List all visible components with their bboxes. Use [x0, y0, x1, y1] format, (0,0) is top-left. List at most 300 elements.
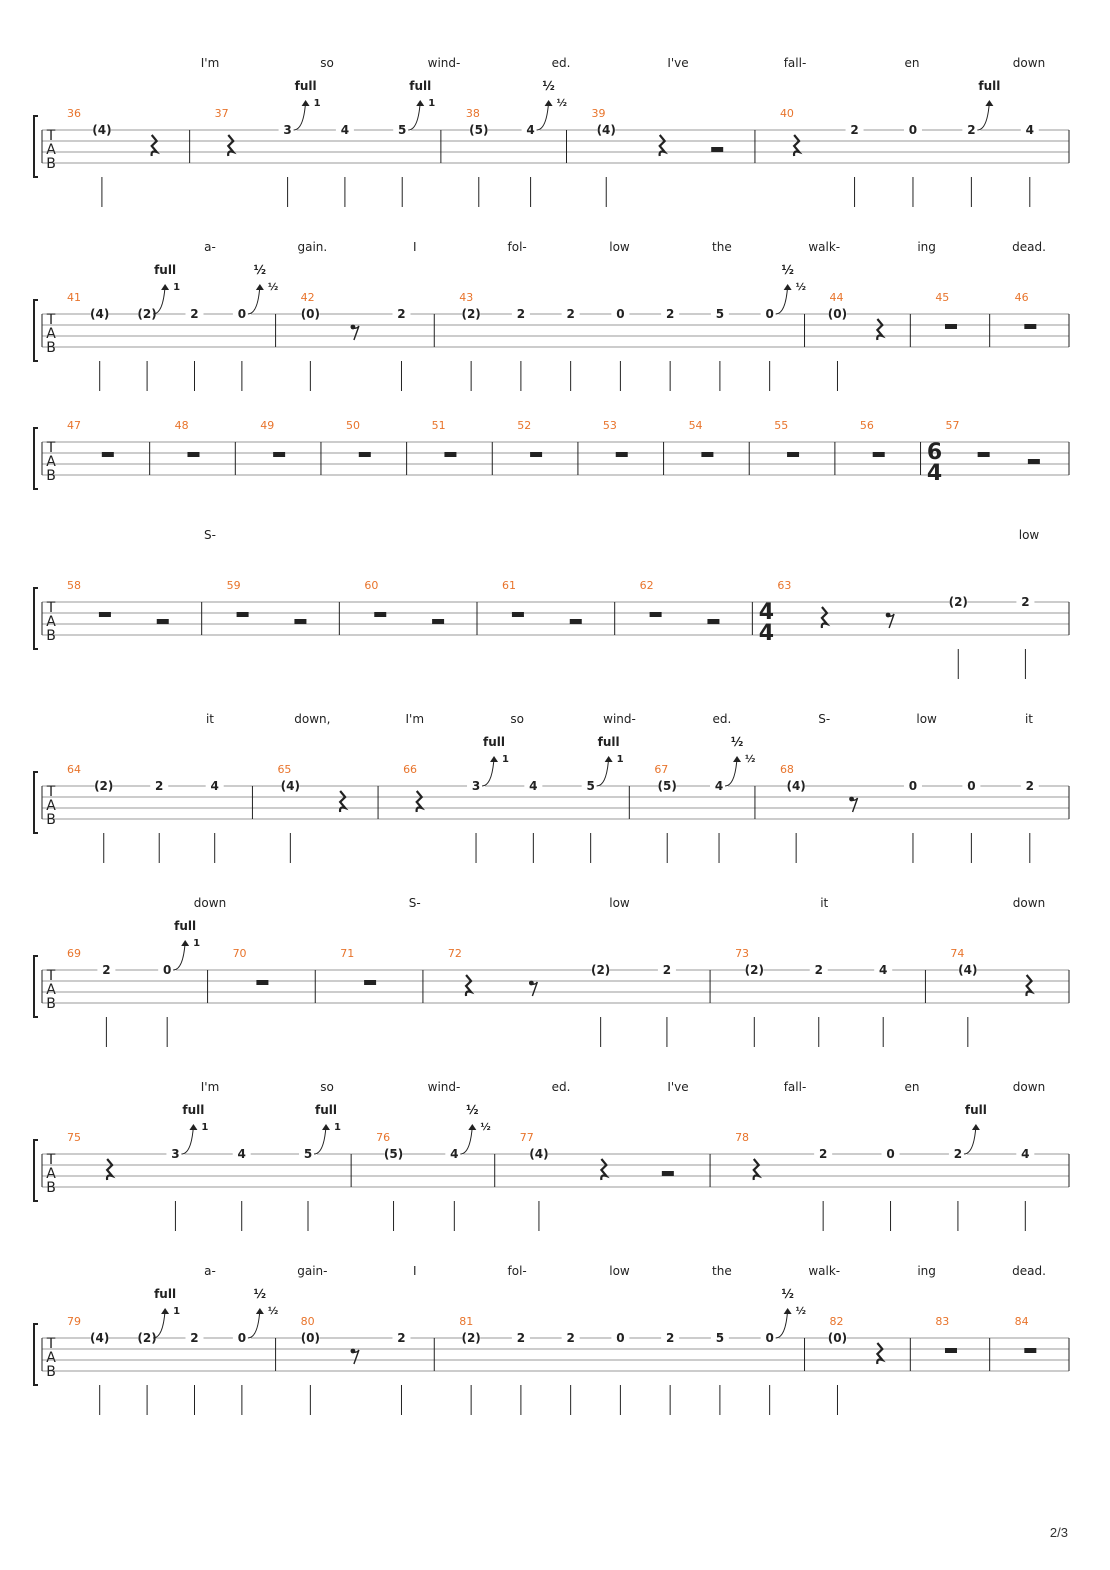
- measure-number: 59: [226, 579, 241, 592]
- whole-rest: [945, 1348, 957, 1353]
- measure-number: 64: [67, 763, 81, 776]
- half-rest: [157, 619, 169, 624]
- fret-number: 2: [850, 123, 859, 137]
- measure-number: 36: [67, 107, 81, 120]
- measure-number: 78: [735, 1131, 750, 1144]
- lyric-syllable: fall-: [783, 1080, 807, 1094]
- lyric-syllable: gain.: [297, 240, 328, 254]
- lyric-syllable: I'm: [200, 1080, 220, 1094]
- lyric-syllable: I'm: [200, 56, 220, 70]
- fret-number: 4: [237, 1147, 246, 1161]
- measure-number: 41: [67, 291, 81, 304]
- lyric-syllable: I've: [667, 56, 689, 70]
- fret-number: (2): [461, 307, 481, 321]
- fret-number: 4: [210, 779, 219, 793]
- tab-clef-letter: B: [46, 468, 56, 484]
- tab-clef-letter: T: [46, 440, 56, 456]
- tab-clef-letter: A: [46, 1350, 56, 1366]
- fret-number: 2: [397, 1331, 406, 1345]
- measure-number: 68: [779, 763, 794, 776]
- fret-number: 2: [818, 1147, 828, 1161]
- quarter-rest: [228, 135, 233, 156]
- lyric-syllable: ed.: [551, 56, 571, 70]
- fret-number: 0: [908, 779, 918, 793]
- lyric-syllable: low: [609, 896, 630, 910]
- bend-arrowhead: [161, 284, 169, 290]
- release-amount: 1: [428, 98, 436, 109]
- fret-number: (2): [94, 779, 114, 793]
- fret-number: 0: [967, 779, 976, 793]
- fret-number: 2: [516, 1331, 526, 1345]
- bend-amount: full: [294, 79, 317, 93]
- whole-rest: [873, 452, 885, 457]
- measure-number: 61: [502, 579, 517, 592]
- half-rest: [1028, 459, 1040, 464]
- quarter-rest: [877, 1343, 882, 1364]
- quarter-rest: [660, 135, 665, 156]
- measure-number: 81: [459, 1315, 474, 1328]
- tab-clef-letter: T: [46, 1152, 56, 1168]
- fret-number: (4): [596, 123, 616, 137]
- lyric-syllable: the: [712, 1264, 732, 1278]
- quarter-rest: [466, 975, 471, 996]
- measure-number: 62: [639, 579, 654, 592]
- fret-number: 3: [283, 123, 292, 137]
- measure-number: 66: [403, 763, 418, 776]
- quarter-rest: [417, 791, 422, 812]
- release-amount: 1: [193, 938, 201, 949]
- system-bracket: [34, 588, 38, 649]
- whole-rest: [1024, 1348, 1036, 1353]
- fret-number: 5: [715, 1331, 725, 1345]
- lyric-syllable: walk-: [808, 240, 841, 254]
- measure-number: 47: [67, 419, 81, 432]
- lyric-syllable: ing: [917, 1264, 936, 1278]
- fret-number: 0: [765, 1331, 774, 1345]
- fret-number: 5: [303, 1147, 313, 1161]
- tab-clef-letter: T: [46, 312, 56, 328]
- measure-number: 71: [340, 947, 355, 960]
- release-amount: ½: [267, 282, 279, 293]
- eighth-rest-stem: [531, 982, 537, 996]
- fret-number: 2: [1025, 779, 1034, 793]
- whole-rest: [256, 980, 268, 985]
- fret-number: 2: [516, 307, 526, 321]
- measure-number: 43: [459, 291, 474, 304]
- lyric-syllable: down: [193, 896, 227, 910]
- half-rest: [294, 619, 306, 624]
- bend-amount: full: [483, 735, 506, 749]
- lyric-syllable: the: [712, 240, 732, 254]
- tab-clef-letter: B: [46, 156, 56, 172]
- fret-number: 0: [616, 1331, 625, 1345]
- lyric-syllable: walk-: [808, 1264, 841, 1278]
- whole-rest: [99, 612, 111, 617]
- bend-amount: ½: [253, 1287, 267, 1301]
- bend-arrowhead: [161, 1308, 169, 1314]
- fret-number: 2: [1021, 595, 1030, 609]
- measure-number: 49: [260, 419, 275, 432]
- lyric-syllable: en: [904, 56, 920, 70]
- quarter-rest: [1026, 975, 1031, 996]
- measure-number: 65: [277, 763, 292, 776]
- fret-number: (4): [958, 963, 978, 977]
- tab-clef-letter: B: [46, 1364, 56, 1380]
- bend-amount: ½: [542, 79, 555, 93]
- quarter-rest: [340, 791, 345, 812]
- half-rest: [432, 619, 444, 624]
- fret-number: (2): [137, 1331, 157, 1345]
- measure-number: 58: [67, 579, 81, 592]
- fret-number: 5: [586, 779, 595, 793]
- tab-clef-letter: T: [46, 784, 56, 800]
- measure-number: 46: [1014, 291, 1029, 304]
- fret-number: 3: [471, 779, 481, 793]
- bend-amount: ½: [781, 1287, 794, 1301]
- bend-arrowhead: [784, 1308, 792, 1314]
- lyric-syllable: I: [412, 1264, 417, 1278]
- bend-arrowhead: [733, 756, 741, 762]
- measure-number: 60: [364, 579, 379, 592]
- lyric-syllable: it: [820, 896, 829, 910]
- tab-clef-letter: T: [46, 1336, 56, 1352]
- whole-rest: [187, 452, 199, 457]
- quarter-rest: [794, 135, 799, 156]
- whole-rest: [945, 324, 957, 329]
- system-bracket: [34, 1324, 38, 1385]
- fret-number: 0: [237, 307, 247, 321]
- measure-number: 39: [591, 107, 606, 120]
- fret-number: 4: [714, 779, 724, 793]
- whole-rest: [237, 612, 249, 617]
- tab-clef-letter: A: [46, 614, 56, 630]
- measure-number: 44: [829, 291, 844, 304]
- release-amount: 1: [334, 1122, 341, 1133]
- lyric-syllable: S-: [204, 528, 216, 542]
- fret-number: (0): [827, 307, 848, 321]
- measure-number: 56: [859, 419, 874, 432]
- fret-number: (2): [461, 1331, 481, 1345]
- whole-rest: [650, 612, 662, 617]
- bend-arrowhead: [322, 1124, 330, 1130]
- fret-number: (5): [657, 779, 677, 793]
- release-amount: 1: [616, 754, 624, 765]
- fret-number: (0): [300, 1331, 321, 1345]
- eighth-rest-stem: [888, 614, 894, 628]
- bend-amount: ½: [781, 263, 794, 277]
- fret-number: 0: [908, 123, 918, 137]
- measure-number: 84: [1014, 1315, 1029, 1328]
- lyric-syllable: low: [1018, 528, 1040, 542]
- fret-number: 2: [397, 307, 406, 321]
- whole-rest: [530, 452, 542, 457]
- fret-number: 2: [814, 963, 823, 977]
- release-amount: ½: [745, 754, 756, 765]
- bend-arrowhead: [985, 100, 993, 106]
- fret-number: 3: [171, 1147, 180, 1161]
- bend-amount: full: [978, 79, 1001, 93]
- measure-number: 70: [232, 947, 247, 960]
- page-number: 2/3: [1049, 1525, 1068, 1540]
- bend-amount: full: [154, 1287, 177, 1301]
- release-amount: ½: [556, 98, 567, 109]
- measure-number: 52: [517, 419, 532, 432]
- bend-arrowhead: [972, 1124, 980, 1130]
- tab-clef-letter: A: [46, 982, 56, 998]
- fret-number: 2: [190, 1331, 199, 1345]
- bend-amount: full: [597, 735, 620, 749]
- half-rest: [570, 619, 582, 624]
- whole-rest: [616, 452, 628, 457]
- whole-rest: [374, 612, 386, 617]
- measure-number: 73: [735, 947, 750, 960]
- release-amount: 1: [502, 754, 509, 765]
- fret-number: (2): [590, 963, 611, 977]
- lyric-syllable: down: [1012, 56, 1046, 70]
- bend-amount: full: [182, 1103, 205, 1117]
- fret-number: (5): [469, 123, 489, 137]
- tab-clef-letter: A: [46, 798, 56, 814]
- tab-clef-letter: T: [46, 968, 56, 984]
- fret-number: 0: [162, 963, 172, 977]
- lyric-syllable: low: [609, 240, 630, 254]
- fret-number: 5: [715, 307, 725, 321]
- lyric-syllable: ing: [917, 240, 936, 254]
- measure-number: 72: [447, 947, 462, 960]
- tab-clef-letter: A: [46, 326, 56, 342]
- system-bracket: [34, 116, 38, 177]
- eighth-rest-stem: [353, 326, 359, 340]
- fret-number: (2): [948, 595, 968, 609]
- tab-clef-letter: T: [46, 128, 56, 144]
- fret-number: 4: [340, 123, 350, 137]
- quarter-rest: [107, 1159, 112, 1180]
- quarter-rest: [822, 607, 827, 628]
- fret-number: 0: [616, 307, 625, 321]
- fret-number: 4: [1021, 1147, 1030, 1161]
- bend-arrowhead: [605, 756, 613, 762]
- fret-number: 4: [526, 123, 535, 137]
- lyric-syllable: a-: [204, 240, 216, 254]
- lyric-syllable: S-: [408, 896, 421, 910]
- quarter-rest: [877, 319, 882, 340]
- lyric-syllable: S-: [818, 712, 831, 726]
- lyric-syllable: so: [320, 1080, 334, 1094]
- tab-clef-letter: A: [46, 142, 56, 158]
- fret-number: (0): [300, 307, 321, 321]
- measure-number: 77: [519, 1131, 534, 1144]
- fret-number: 2: [662, 963, 672, 977]
- release-amount: ½: [267, 1306, 279, 1317]
- lyric-syllable: ed.: [551, 1080, 571, 1094]
- fret-number: (4): [92, 123, 112, 137]
- release-amount: 1: [173, 282, 181, 293]
- lyric-syllable: low: [609, 1264, 630, 1278]
- whole-rest: [1024, 324, 1036, 329]
- fret-number: 0: [765, 307, 774, 321]
- fret-number: (4): [280, 779, 301, 793]
- measure-number: 63: [777, 579, 792, 592]
- measure-number: 76: [376, 1131, 391, 1144]
- measure-number: 79: [67, 1315, 81, 1328]
- measure-number: 80: [300, 1315, 315, 1328]
- lyric-syllable: fol-: [507, 1264, 527, 1278]
- system-bracket: [34, 956, 38, 1017]
- quarter-rest: [152, 135, 157, 156]
- lyric-syllable: dead.: [1012, 240, 1046, 254]
- measure-number: 74: [950, 947, 965, 960]
- fret-number: 2: [665, 1331, 675, 1345]
- measure-number: 38: [465, 107, 480, 120]
- eighth-rest-stem: [852, 798, 858, 812]
- fret-number: 0: [886, 1147, 895, 1161]
- bend-arrowhead: [468, 1124, 476, 1130]
- whole-rest: [978, 452, 990, 457]
- lyric-syllable: I'm: [405, 712, 425, 726]
- system-bracket: [34, 428, 38, 489]
- release-amount: 1: [201, 1122, 209, 1133]
- bend-amount: ½: [730, 735, 744, 749]
- bend-amount: full: [964, 1103, 987, 1117]
- lyric-syllable: fall-: [783, 56, 807, 70]
- measure-number: 82: [829, 1315, 844, 1328]
- lyric-syllable: so: [510, 712, 524, 726]
- tab-clef-letter: A: [46, 1166, 56, 1182]
- lyric-syllable: wind-: [427, 56, 461, 70]
- release-amount: 1: [173, 1306, 181, 1317]
- fret-number: 2: [665, 307, 675, 321]
- lyric-syllable: it: [205, 712, 215, 726]
- lyric-syllable: en: [904, 1080, 920, 1094]
- fret-number: 2: [566, 307, 575, 321]
- lyric-syllable: low: [916, 712, 937, 726]
- bend-arrowhead: [545, 100, 553, 106]
- measure-number: 83: [935, 1315, 950, 1328]
- whole-rest: [273, 452, 285, 457]
- fret-number: 2: [953, 1147, 963, 1161]
- release-amount: ½: [795, 282, 807, 293]
- system-bracket: [34, 1140, 38, 1201]
- time-signature-top: 6: [926, 440, 943, 465]
- half-rest: [711, 147, 723, 152]
- measure-number: 50: [345, 419, 360, 432]
- measure-number: 37: [214, 107, 229, 120]
- measure-number: 53: [602, 419, 617, 432]
- tab-clef-letter: B: [46, 996, 56, 1012]
- measure-number: 55: [774, 419, 789, 432]
- bend-amount: full: [174, 919, 197, 933]
- fret-number: (4): [90, 307, 110, 321]
- whole-rest: [444, 452, 456, 457]
- measure-number: 51: [431, 419, 446, 432]
- fret-number: (2): [137, 307, 157, 321]
- fret-number: (4): [90, 1331, 110, 1345]
- lyric-syllable: a-: [204, 1264, 216, 1278]
- tab-clef-letter: B: [46, 1180, 56, 1196]
- whole-rest: [102, 452, 114, 457]
- measure-number: 42: [300, 291, 315, 304]
- lyric-syllable: I: [412, 240, 417, 254]
- lyric-syllable: wind-: [427, 1080, 461, 1094]
- bend-amount: ½: [253, 263, 267, 277]
- measure-number: 75: [67, 1131, 81, 1144]
- fret-number: 2: [190, 307, 199, 321]
- fret-number: 4: [879, 963, 888, 977]
- fret-number: (4): [529, 1147, 549, 1161]
- system-bracket: [34, 772, 38, 833]
- whole-rest: [787, 452, 799, 457]
- quarter-rest: [601, 1159, 606, 1180]
- measure-number: 57: [945, 419, 960, 432]
- quarter-rest: [754, 1159, 759, 1180]
- tab-clef-letter: B: [46, 812, 56, 828]
- fret-number: (4): [786, 779, 806, 793]
- whole-rest: [364, 980, 376, 985]
- bend-amount: ½: [466, 1103, 479, 1117]
- measure-number: 69: [67, 947, 81, 960]
- bend-amount: full: [409, 79, 432, 93]
- bend-arrowhead: [189, 1124, 197, 1130]
- bend-arrowhead: [256, 284, 264, 290]
- lyric-syllable: down: [1012, 896, 1046, 910]
- whole-rest: [701, 452, 713, 457]
- lyric-syllable: it: [1024, 712, 1034, 726]
- fret-number: (2): [744, 963, 764, 977]
- lyric-syllable: dead.: [1012, 1264, 1046, 1278]
- fret-number: (0): [827, 1331, 848, 1345]
- bend-arrowhead: [256, 1308, 264, 1314]
- lyric-syllable: I've: [667, 1080, 689, 1094]
- bend-amount: full: [315, 1103, 337, 1117]
- time-signature-top: 4: [758, 600, 775, 625]
- measure-number: 40: [779, 107, 794, 120]
- bend-amount: full: [154, 263, 177, 277]
- bend-arrowhead: [784, 284, 792, 290]
- whole-rest: [512, 612, 524, 617]
- lyric-syllable: wind-: [603, 712, 636, 726]
- bend-arrowhead: [302, 100, 310, 106]
- measure-number: 67: [654, 763, 669, 776]
- fret-number: 0: [237, 1331, 247, 1345]
- fret-number: 2: [566, 1331, 575, 1345]
- measure-number: 54: [688, 419, 703, 432]
- fret-number: 4: [450, 1147, 459, 1161]
- measure-number: 48: [174, 419, 189, 432]
- lyric-syllable: so: [320, 56, 334, 70]
- fret-number: 2: [155, 779, 164, 793]
- tab-clef-letter: B: [46, 340, 56, 356]
- tab-clef-letter: B: [46, 628, 56, 644]
- lyric-syllable: down,: [294, 712, 331, 726]
- half-rest: [662, 1171, 674, 1176]
- release-amount: ½: [480, 1122, 491, 1133]
- fret-number: 4: [529, 779, 538, 793]
- time-signature-bottom: 4: [926, 461, 943, 486]
- fret-number: 2: [102, 963, 111, 977]
- release-amount: 1: [313, 98, 321, 109]
- bend-arrowhead: [416, 100, 424, 106]
- tab-clef-letter: A: [46, 454, 56, 470]
- time-signature-bottom: 4: [758, 621, 775, 646]
- lyric-syllable: gain-: [297, 1264, 328, 1278]
- fret-number: (5): [383, 1147, 404, 1161]
- fret-number: 5: [398, 123, 407, 137]
- half-rest: [707, 619, 719, 624]
- system-bracket: [34, 300, 38, 361]
- lyric-syllable: down: [1012, 1080, 1046, 1094]
- release-amount: ½: [795, 1306, 807, 1317]
- measure-number: 45: [935, 291, 950, 304]
